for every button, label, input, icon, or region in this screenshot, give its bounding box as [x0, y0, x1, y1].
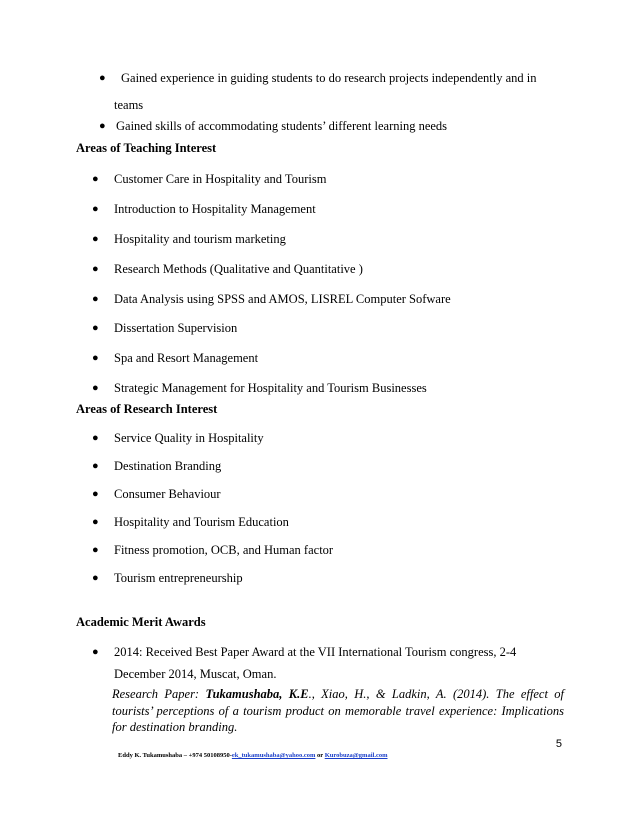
paper-prefix: Research Paper:	[112, 687, 206, 701]
teaching-item: Hospitality and tourism marketing	[114, 232, 286, 246]
awards-heading: Academic Merit Awards	[76, 615, 206, 629]
research-item: Service Quality in Hospitality	[114, 431, 264, 445]
bullet-icon: ●	[92, 293, 99, 305]
bullet-icon: ●	[92, 432, 99, 444]
research-heading: Areas of Research Interest	[76, 402, 218, 416]
footer-or: or	[315, 752, 325, 759]
paper-rest: ., Xiao, H., & Ladkin, A. (2014). The effect of tourists’ perceptions of a tourism product on memorable travel experience: Implications for destination branding.	[112, 687, 564, 734]
bullet-icon: ●	[92, 233, 99, 245]
bullet-icon: ●	[92, 572, 99, 584]
bullet-icon: ●	[92, 203, 99, 215]
research-item: Tourism entrepreneurship	[114, 571, 243, 585]
teaching-item: Spa and Resort Management	[114, 351, 259, 365]
bullet-icon: ●	[92, 263, 99, 275]
footer-email-2[interactable]: Kurobuza@gmail.com	[324, 752, 388, 759]
footer-name-phone: Eddy K. Tukamushaba – +974 50108950-	[118, 752, 232, 759]
bullet-icon: ●	[92, 352, 99, 364]
intro-item-2: Gained skills of accommodating students’ different learning needs	[116, 119, 448, 133]
paper-authors: Tukamushaba, K.E	[205, 687, 309, 701]
bullet-icon: ●	[92, 544, 99, 556]
teaching-item: Customer Care in Hospitality and Tourism	[114, 172, 327, 186]
intro-item-1-line2: teams	[114, 98, 144, 112]
bullet-icon: ●	[92, 382, 99, 394]
teaching-item: Data Analysis using SPSS and AMOS, LISREL Computer Sofware	[114, 292, 451, 306]
bullet-icon: ●	[92, 460, 99, 472]
bullet-icon: ●	[99, 120, 106, 132]
teaching-item: Introduction to Hospitality Management	[114, 202, 316, 216]
intro-item-1-line1: Gained experience in guiding students to do research projects independently and in	[121, 71, 537, 85]
teaching-item: Strategic Management for Hospitality and Tourism Businesses	[114, 381, 427, 395]
research-paper-citation	[112, 686, 564, 736]
bullet-icon: ●	[99, 72, 106, 84]
teaching-item: Research Methods (Qualitative and Quantitative )	[114, 262, 363, 276]
bullet-icon: ●	[92, 646, 99, 658]
award-item-line2: December 2014, Muscat, Oman.	[114, 667, 277, 681]
research-item: Hospitality and Tourism Education	[114, 515, 289, 529]
page-number: 5	[555, 738, 562, 750]
research-item: Consumer Behaviour	[114, 487, 221, 501]
teaching-item: Dissertation Supervision	[114, 321, 238, 335]
research-item: Fitness promotion, OCB, and Human factor	[114, 543, 334, 557]
research-item: Destination Branding	[114, 459, 222, 473]
award-item-line1: 2014: Received Best Paper Award at the VII International Tourism congress, 2-4	[114, 645, 517, 659]
footer-email-1[interactable]: ek_tukamushaba@yahoo.com	[231, 752, 316, 759]
bullet-icon: ●	[92, 322, 99, 334]
bullet-icon: ●	[92, 488, 99, 500]
bullet-icon: ●	[92, 173, 99, 185]
bullet-icon: ●	[92, 516, 99, 528]
teaching-heading: Areas of Teaching Interest	[76, 141, 217, 155]
footer	[118, 752, 388, 759]
